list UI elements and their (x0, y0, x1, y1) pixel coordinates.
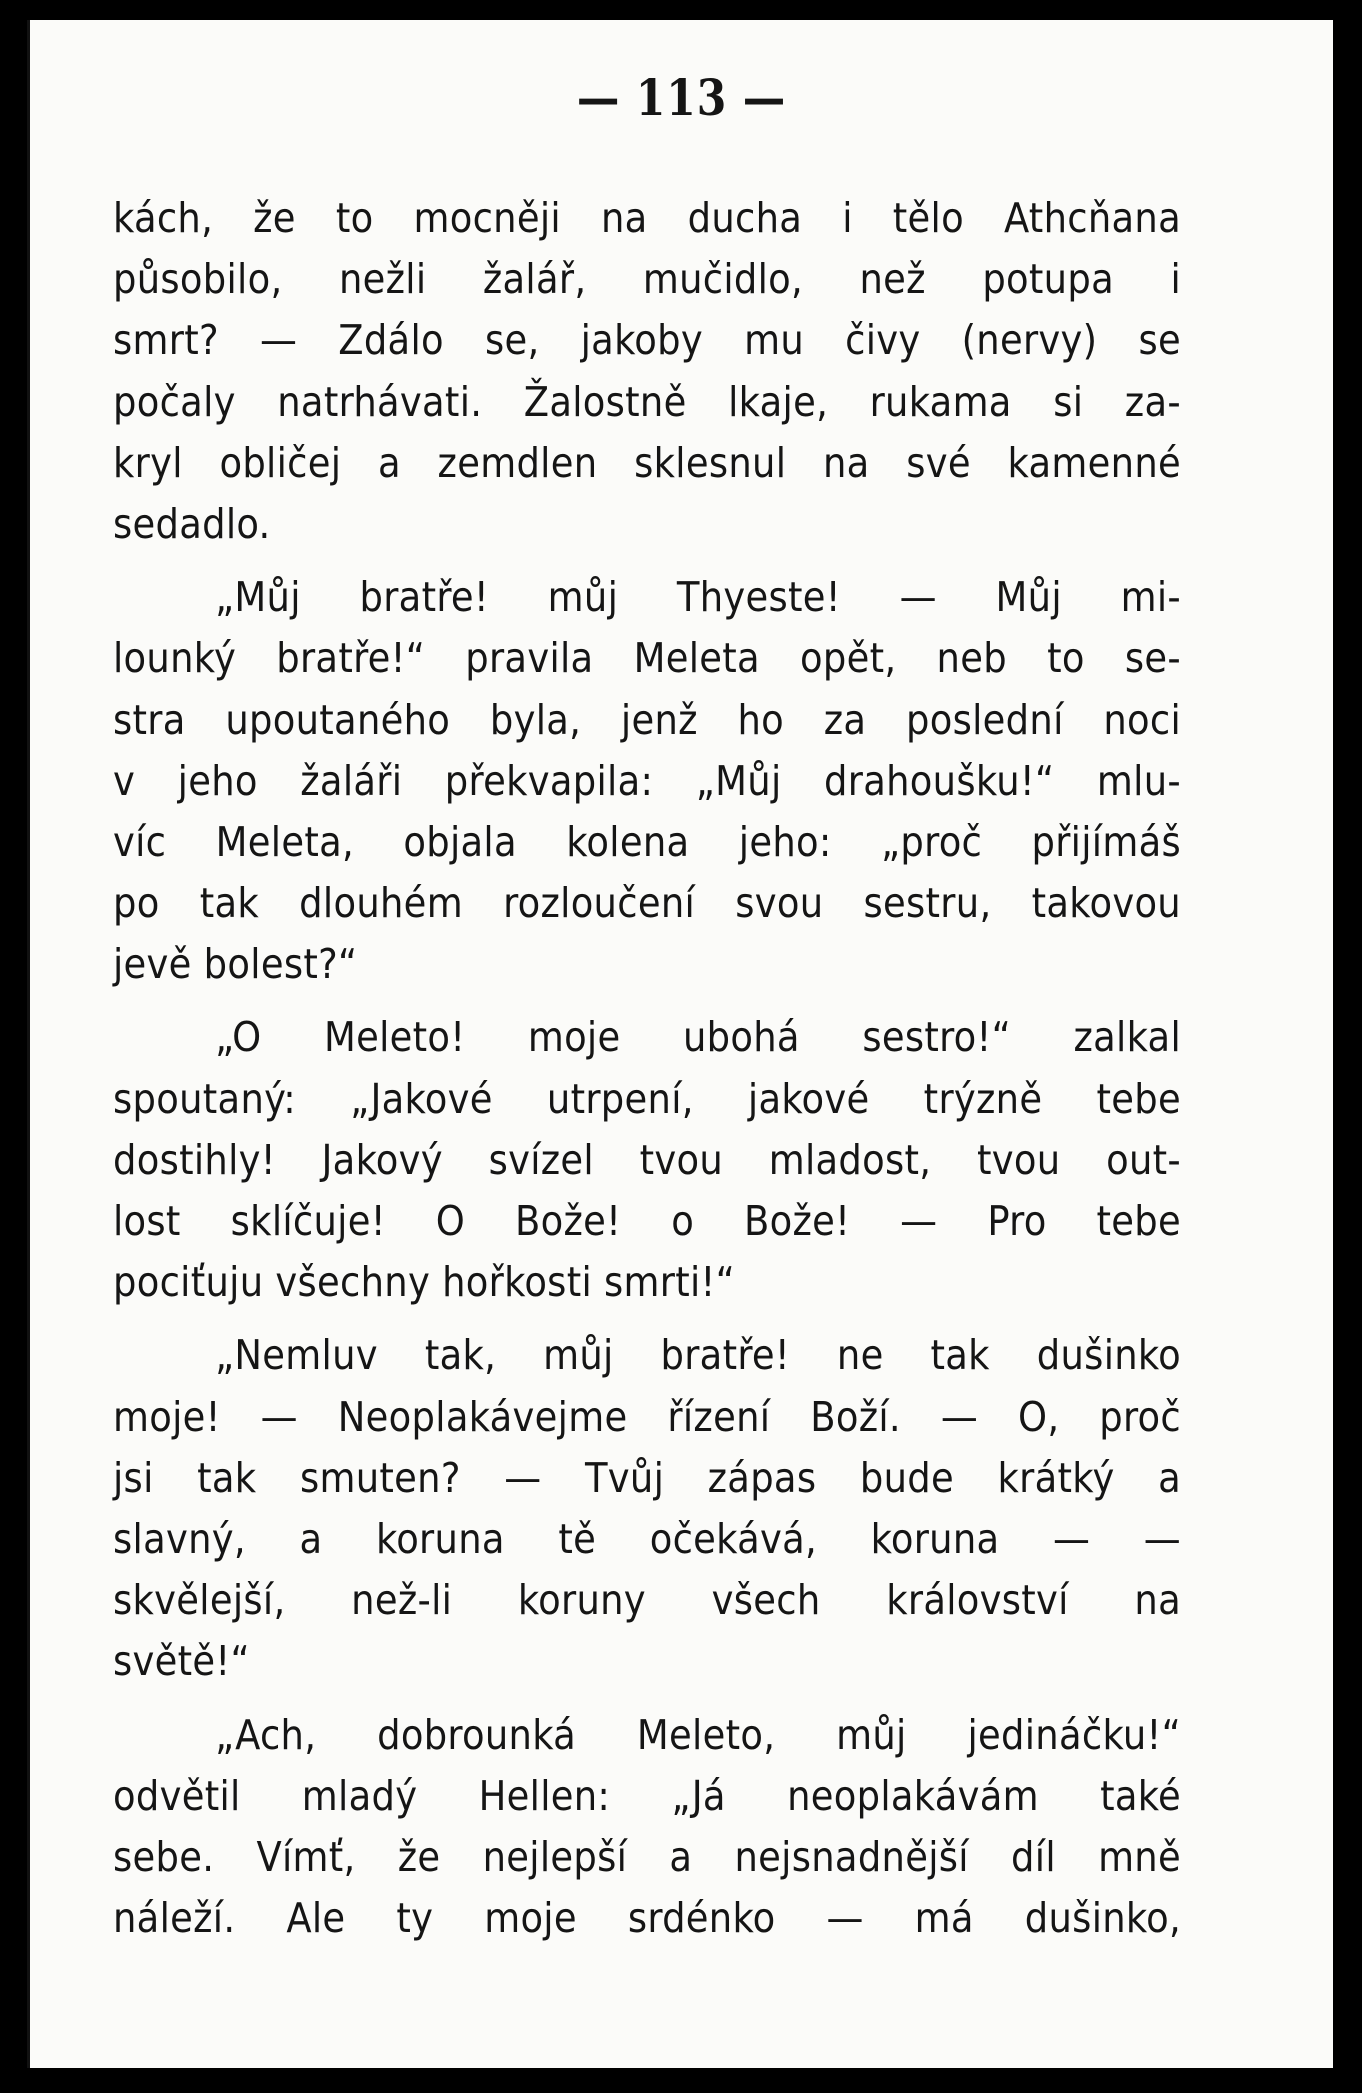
text-line: „Nemluv tak, můj bratře! ne tak dušinko (215, 1331, 1181, 1380)
text-line: „Můj bratře! můj Thyeste! — Můj mi- (215, 573, 1181, 622)
text-line: světě!“ (113, 1637, 250, 1686)
paragraph-3 (113, 1007, 1181, 1313)
paragraph-5 (113, 1705, 1181, 1950)
text-line: počaly natrhávati. Žalostně lkaje, rukama si za- (113, 377, 1181, 426)
text-line: v jeho žaláři překvapila: „Můj drahoušku!“ mlu- (113, 756, 1181, 805)
text-line: „Ach, dobrounká Meleto, můj jedináčku!“ (215, 1710, 1181, 1759)
text-line: slavný, a koruna tě očekává, koruna — — (113, 1514, 1181, 1563)
text-line: moje! — Neoplakávejme řízení Boží. — O, proč (113, 1392, 1181, 1441)
text-line: dostihly! Jakový svízel tvou mladost, tvou out- (113, 1135, 1181, 1184)
body-text (113, 188, 1181, 1961)
text-line: odvětil mladý Hellen: „Já neoplakávám také (113, 1771, 1181, 1820)
paragraph-2 (113, 567, 1181, 995)
paragraph-1 (113, 188, 1181, 555)
text-line: po tak dlouhém rozloučení svou sestru, takovou (113, 879, 1181, 928)
page-number: — 113 — (576, 68, 787, 127)
text-line: jevě bolest?“ (113, 940, 358, 989)
text-line: smrt? — Zdálo se, jakoby mu čivy (nervy) se (113, 316, 1181, 365)
text-line: pociťuju všechny hořkosti smrti!“ (113, 1258, 735, 1307)
text-line: působilo, nežli žalář, mučidlo, než potupa i (113, 255, 1181, 304)
text-line: víc Meleta, objala kolena jeho: „proč přijímáš (113, 817, 1181, 866)
text-line: kách, že to mocněji na ducha i tělo Athcňana (113, 194, 1181, 242)
paragraph-4 (113, 1325, 1181, 1692)
text-line: lost sklíčuje! O Bože! o Bože! — Pro tebe (113, 1197, 1181, 1245)
text-line: „O Meleto! moje ubohá sestro!“ zalkal (215, 1013, 1181, 1062)
text-line: kryl obličej a zemdlen sklesnul na své kamenné (113, 438, 1181, 487)
book-page (27, 20, 1333, 2068)
text-line: lounký bratře!“ pravila Meleta opět, neb to se- (113, 634, 1181, 683)
text-line: stra upoutaného byla, jenž ho za poslední noci (113, 695, 1181, 744)
text-line: náleží. Ale ty moje srdénko — má dušinko, (113, 1894, 1181, 1943)
text-line: sebe. Vímť, že nejlepší a nejsnadnější díl mně (113, 1832, 1181, 1881)
text-line: jsi tak smuten? — Tvůj zápas bude krátký a (113, 1453, 1181, 1502)
text-line: skvělejší, než-li koruny všech království na (113, 1576, 1181, 1625)
text-line: spoutaný: „Jakové utrpení, jakové trýzně tebe (113, 1074, 1181, 1123)
text-line: sedadlo. (113, 499, 271, 548)
